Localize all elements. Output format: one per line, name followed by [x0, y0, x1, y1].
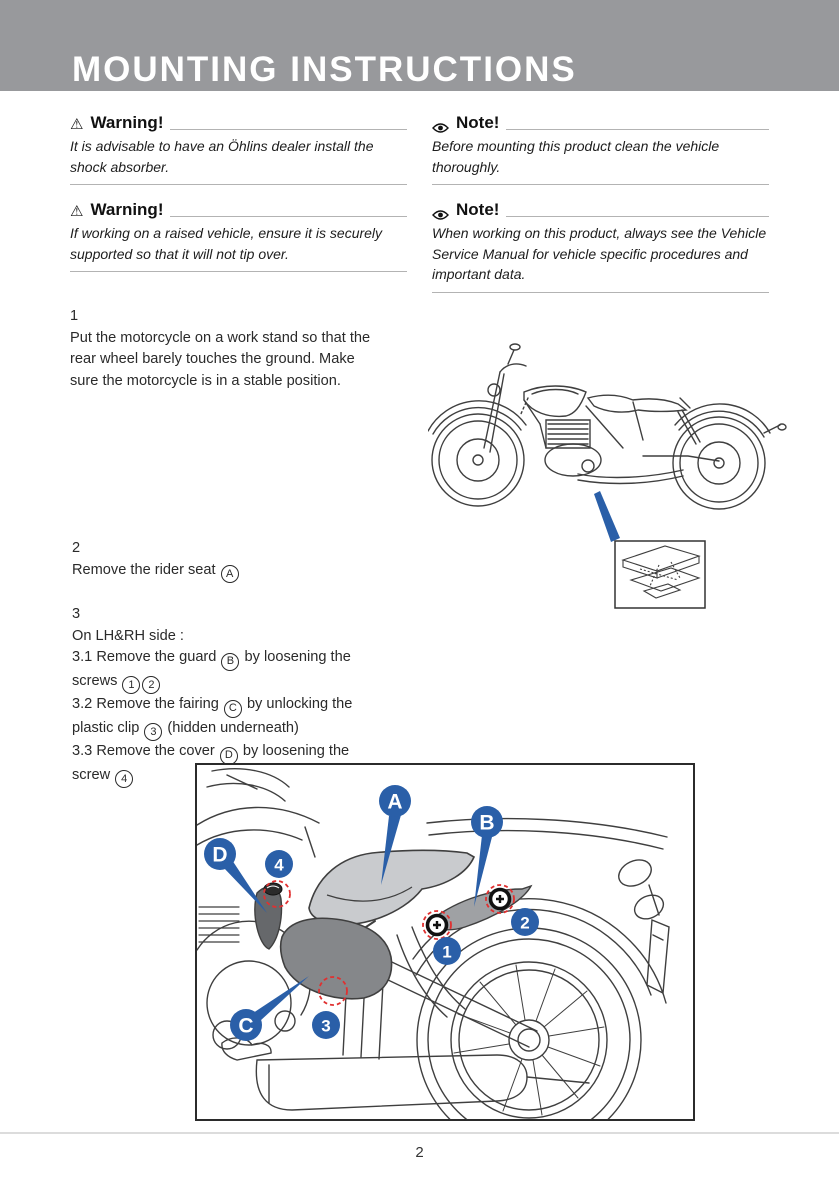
warnings-column	[70, 113, 407, 287]
step-number: 2	[72, 540, 81, 556]
step-number: 3	[72, 606, 81, 622]
footer-rule	[0, 1132, 839, 1134]
circled-letter-A: A	[221, 565, 239, 583]
heading-rule	[170, 216, 407, 217]
circled-letter-B: B	[221, 653, 239, 671]
callout-b	[471, 806, 503, 838]
callout-d	[204, 838, 236, 870]
notes-column	[432, 113, 769, 308]
header-band	[0, 0, 839, 91]
step-3	[72, 604, 454, 788]
callout-a	[379, 785, 411, 817]
eye-icon	[432, 119, 449, 131]
badge-4	[265, 850, 293, 878]
screw-1-icon	[428, 916, 447, 935]
circled-number-2: 2	[142, 676, 160, 694]
step-text: Put the motorcycle on a work stand so that the rear wheel barely touches the ground. Make sure the motorcycle is in a stable position.	[70, 329, 371, 389]
step-text: Remove the rider seat A	[72, 560, 454, 584]
badge-3	[312, 1011, 340, 1039]
badge-1	[433, 937, 461, 965]
warning-section	[70, 113, 407, 185]
heading-rule	[170, 129, 407, 130]
step-1	[70, 306, 452, 392]
note-section	[432, 113, 769, 185]
svg-text:D: D	[212, 843, 228, 867]
circled-letter-C: C	[224, 700, 242, 718]
warning-section	[70, 200, 407, 272]
svg-text:4: 4	[274, 855, 284, 875]
eye-icon	[432, 206, 449, 218]
heading-rule	[506, 129, 769, 130]
page-number: 2	[415, 1144, 424, 1161]
step-text: On LH&RH side : 3.1 Remove the guard B by loosening the screws 1 2 3.2 Remove the fairing C by unlocking the plastic clip 3 (hidden underneath) 3.3 Remove the cover D by loosening the screw 4	[72, 626, 454, 789]
callout-c-pointer	[253, 976, 309, 1021]
screw-2-icon	[491, 890, 510, 909]
motorcycle-line-art	[428, 344, 786, 509]
circled-number-1: 1	[122, 676, 140, 694]
svg-text:C: C	[238, 1014, 254, 1038]
step-number: 1	[70, 308, 79, 324]
note-heading: Note!	[456, 113, 500, 132]
note-section	[432, 200, 769, 293]
circled-number-4: 4	[115, 770, 133, 788]
step-2	[72, 538, 454, 583]
figure-detail-callouts	[195, 763, 695, 1121]
svg-text:1: 1	[442, 942, 452, 962]
note-heading: Note!	[456, 200, 500, 219]
figure-motorcycle-overview	[428, 328, 828, 616]
callout-c	[230, 1009, 262, 1041]
svg-text:B: B	[479, 811, 495, 835]
warning-body: If working on a raised vehicle, ensure it is securely supported so that it will not tip over.	[70, 220, 407, 272]
svg-text:A: A	[387, 790, 403, 814]
cover-part-d	[255, 887, 282, 949]
warning-heading: Warning!	[90, 113, 164, 132]
warning-body: It is advisable to have an Öhlins dealer install the shock absorber.	[70, 133, 407, 185]
note-body: When working on this product, always see the Vehicle Service Manual for vehicle specific procedures and important data.	[432, 220, 769, 293]
work-stand-box	[615, 541, 705, 608]
circled-number-3: 3	[144, 723, 162, 741]
warning-triangle-icon: ⚠	[70, 116, 84, 133]
heading-rule	[506, 216, 769, 217]
warning-triangle-icon: ⚠	[70, 203, 84, 220]
callout-d-pointer	[223, 860, 267, 913]
note-body: Before mounting this product clean the vehicle thoroughly.	[432, 133, 769, 185]
circled-letter-D: D	[220, 747, 238, 765]
stand-pointer-arrow	[594, 491, 620, 542]
svg-text:2: 2	[520, 913, 530, 933]
page-title: MOUNTING INSTRUCTIONS	[72, 50, 577, 89]
badge-2	[511, 908, 539, 936]
svg-text:3: 3	[321, 1016, 331, 1036]
warning-heading: Warning!	[90, 200, 164, 219]
